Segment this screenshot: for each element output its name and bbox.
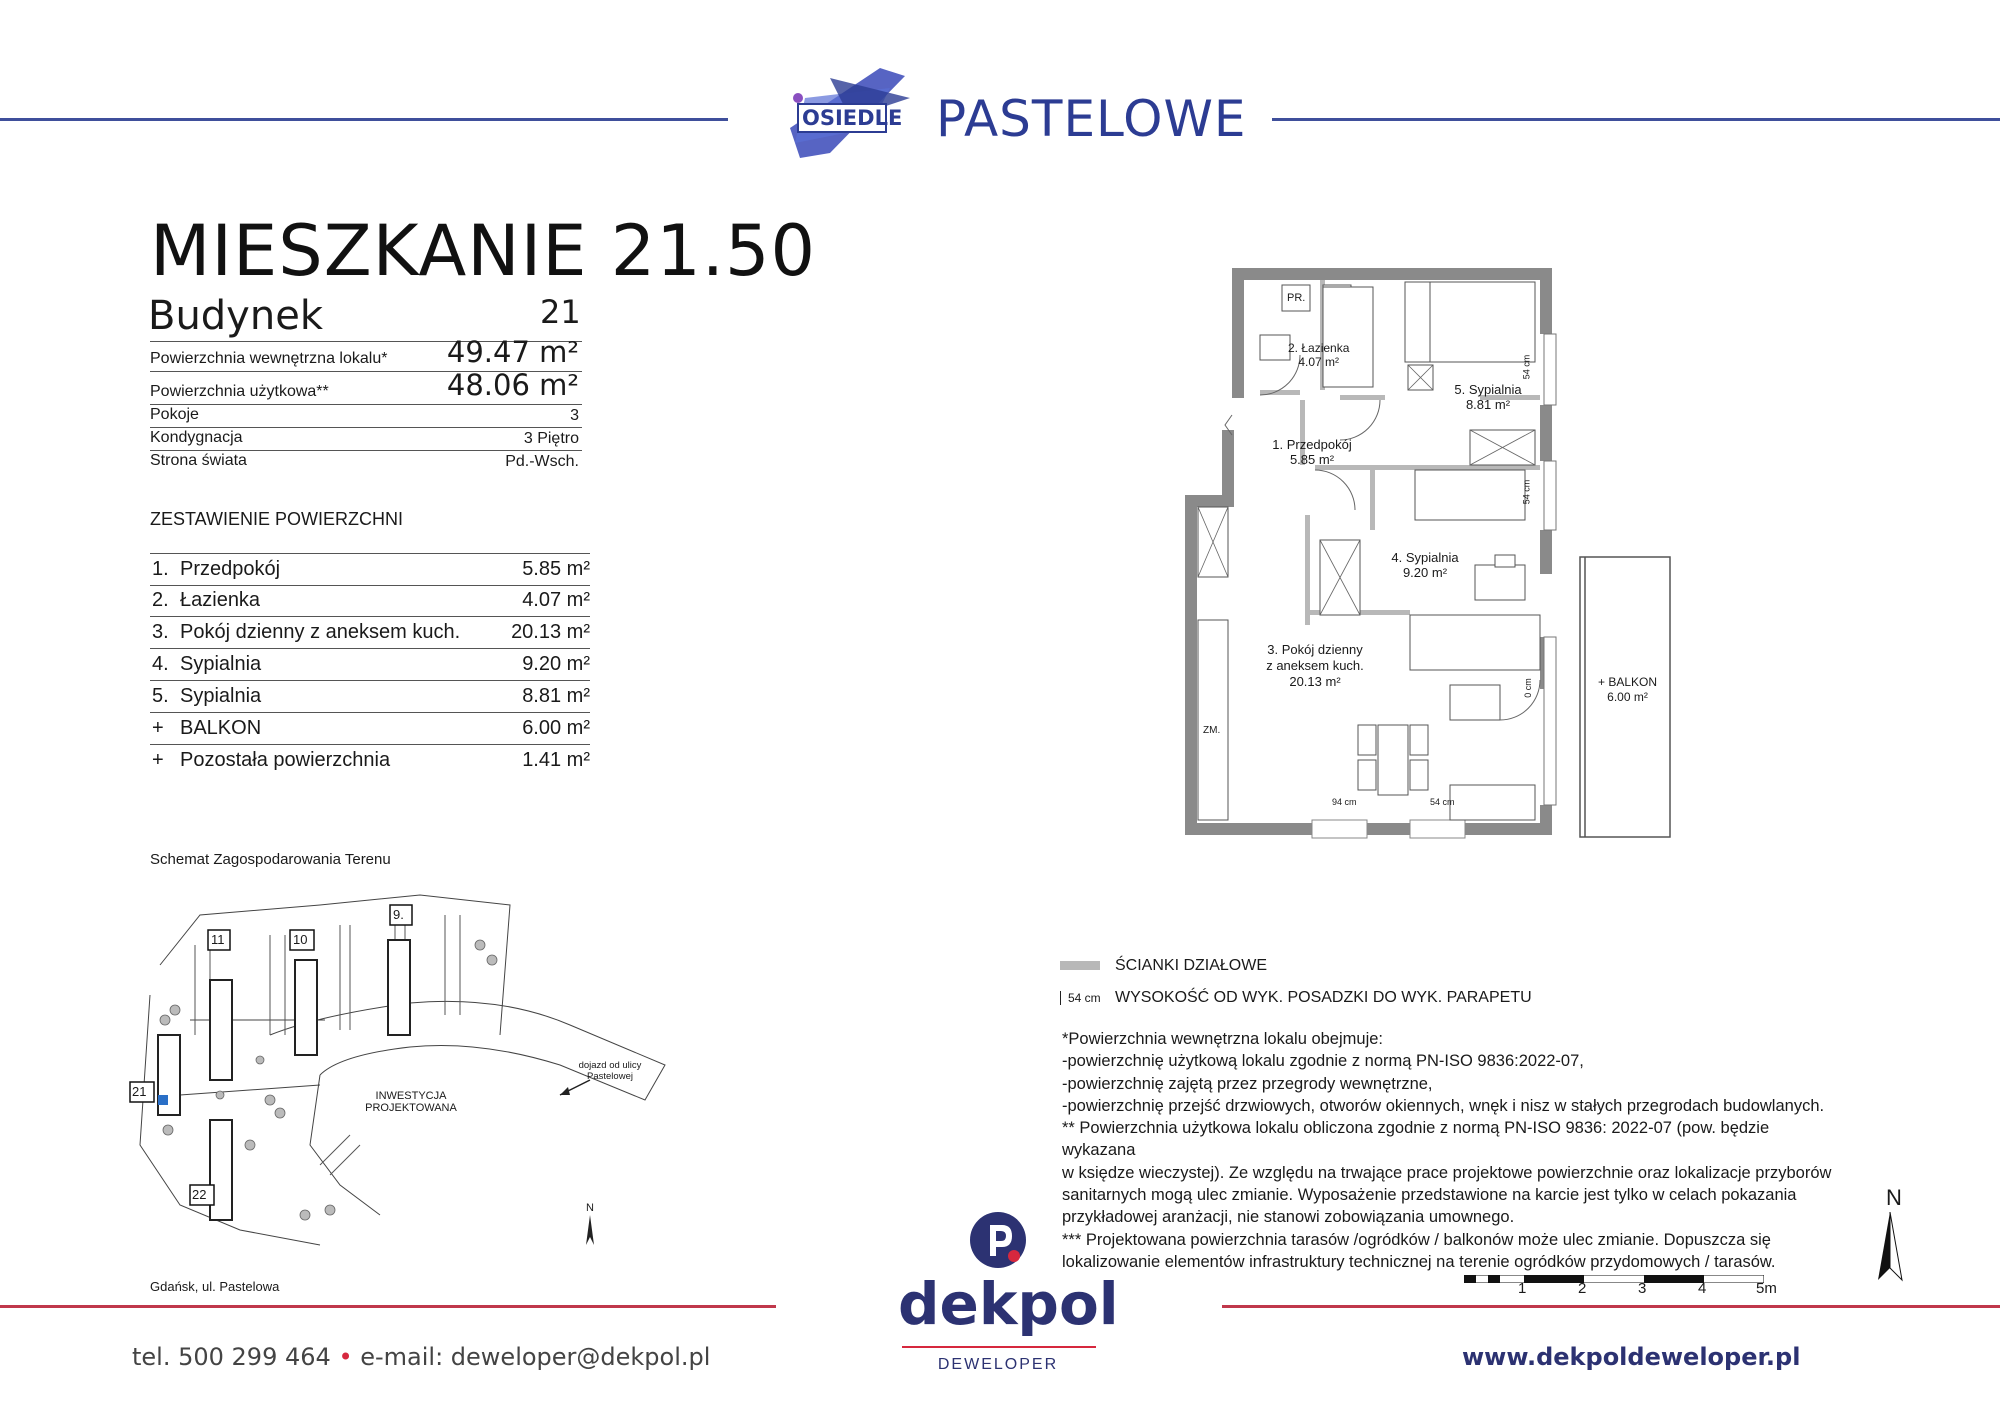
legend-walls-text: ŚCIANKI DZIAŁOWE: [1115, 957, 1268, 974]
summary-value: 9.20 m²: [522, 653, 590, 675]
property-value: Pd.-Wsch.: [505, 453, 579, 470]
summary-num: 1.: [152, 558, 169, 580]
scale-mark: 2: [1578, 1280, 1587, 1297]
notes-block: [1062, 1028, 1842, 1273]
room-name-line2: z aneksem kuch.: [1266, 658, 1364, 673]
building-label-22: 22: [192, 1187, 207, 1202]
property-value: 3: [570, 407, 579, 424]
room-label-balcony: [1585, 675, 1670, 705]
summary-heading: ZESTAWIENIE POWIERZCHNI: [150, 509, 404, 529]
room-area: 9.20 m²: [1402, 565, 1448, 580]
summary-num: 3.: [152, 621, 169, 643]
footer-contact: [132, 1343, 710, 1371]
building-label-21: 21: [132, 1084, 147, 1099]
building-label-10: 10: [293, 932, 308, 947]
investment-label: INWESTYCJA PROJEKTOWANA: [365, 1090, 457, 1114]
site-plan-title: Schemat Zagospodarowania Terenu: [150, 851, 391, 868]
header-line-left: [0, 118, 728, 121]
room-area: 20.13 m²: [1289, 674, 1341, 689]
summary-value: 1.41 m²: [522, 749, 590, 771]
summary-row: [150, 649, 590, 681]
summary-num: +: [152, 717, 164, 739]
page-title: MIESZKANIE 21.50: [150, 210, 817, 292]
property-label: Kondygnacja: [150, 429, 243, 446]
property-label: Powierzchnia użytkowa**: [150, 383, 329, 400]
sill-height-label: 54 cm: [1521, 354, 1532, 380]
summary-value: 8.81 m²: [522, 685, 590, 707]
room-area: 5.85 m²: [1289, 452, 1335, 467]
room-area: 4.07 m²: [1298, 355, 1340, 369]
property-row: [150, 368, 582, 405]
north-arrow-icon: [1875, 1212, 1905, 1282]
note-line: lokalizowanie elementów infrastruktury technicznej na terenie ogródków przydomowych / tarasów.: [1062, 1252, 1776, 1271]
scale-mark: 3: [1638, 1280, 1647, 1297]
summary-label: Sypialnia: [180, 685, 262, 707]
site-location: Gdańsk, ul. Pastelowa: [150, 1279, 280, 1294]
summary-num: 5.: [152, 685, 169, 707]
note-line: -powierzchnię użytkową lokalu zgodnie z normą PN-ISO 9836:2022-07,: [1062, 1052, 1584, 1071]
scale-mark: 4: [1698, 1280, 1707, 1297]
summary-label: BALKON: [180, 717, 262, 739]
building-label-9: 9.: [393, 907, 404, 922]
summary-row: [150, 745, 590, 776]
building-label: Budynek: [148, 293, 323, 339]
note-line: w księdze wieczystej). Ze względu na trwające prace projektowe powierzchnie oraz lokalizacje przyborów: [1062, 1163, 1832, 1182]
note-line: sanitarnych mogą ulec zmianie. Wyposażenie przedstawione na karcie jest tylko w celach pokazania: [1062, 1186, 1797, 1205]
scale-mark: 1: [1518, 1280, 1527, 1297]
summary-row: [150, 585, 590, 617]
note-line: ** Powierzchnia użytkowa lokalu obliczona zgodnie z normą PN-ISO 9836: 2022-07 (pow. będzie wykazana: [1062, 1119, 1770, 1160]
footer-website[interactable]: www.dekpoldeweloper.pl: [1462, 1343, 1801, 1371]
building-value: 21: [540, 293, 581, 331]
logo-name: PASTELOWE: [936, 90, 1247, 148]
zm-label: ZM.: [1203, 725, 1221, 736]
summary-label: Łazienka: [180, 589, 261, 611]
summary-row: [150, 681, 590, 713]
property-value: 49.47 m²: [446, 335, 579, 369]
room-label-hall: [1252, 437, 1372, 467]
summary-value: 20.13 m²: [511, 621, 590, 643]
summary-num: +: [152, 749, 164, 771]
note-line: przykładowej aranżacji, nie stanowi zobowiązania umownego.: [1062, 1208, 1515, 1227]
site-plan-map: [120, 885, 680, 1255]
summary-value: 6.00 m²: [522, 717, 590, 739]
north-arrow-label: N: [1886, 1185, 1902, 1210]
note-line: -powierzchnię przejść drzwiowych, otworów okiennych, wnęk i nisz w stałych przegrodach budowlanych.: [1062, 1096, 1825, 1115]
room-area: 6.00 m²: [1607, 690, 1648, 704]
sill-height-label: 0 cm: [1522, 678, 1533, 698]
footer-phone[interactable]: tel. 500 299 464: [132, 1343, 331, 1371]
sill-height-label: 54 cm: [1430, 797, 1455, 807]
pr-label: PR.: [1287, 292, 1306, 304]
summary-label: Sypialnia: [180, 653, 262, 675]
summary-label: Pozostała powierzchnia: [180, 749, 391, 771]
summary-row: [150, 713, 590, 745]
note-line: *Powierzchnia wewnętrzna lokalu obejmuje:: [1062, 1030, 1384, 1048]
dekpol-divider: [902, 1346, 1096, 1348]
property-row: [150, 405, 582, 428]
building-label-11: 11: [211, 932, 225, 947]
access-road-label: dojazd od ulicy Pastelowej: [578, 1060, 642, 1082]
legend-height-sample: 54 cm: [1060, 991, 1101, 1005]
room-name: + BALKON: [1597, 675, 1658, 689]
summary-row: [150, 553, 590, 586]
summary-label: Przedpokój: [180, 558, 281, 580]
room-name: 2. Łazienka: [1288, 341, 1350, 355]
footer-bullet: •: [338, 1343, 353, 1371]
floor-plan: [1180, 265, 1690, 845]
footer-line-right: [1222, 1305, 2000, 1308]
osiedle-logo: [770, 58, 920, 168]
footer-line-left: [0, 1305, 776, 1308]
legend-height-text: WYSOKOŚĆ OD WYK. POSADZKI DO WYK. PARAPETU: [1115, 989, 1532, 1006]
header-line-right: [1272, 118, 2000, 121]
room-label-bedroom4: [1375, 550, 1475, 580]
summary-row: [150, 617, 590, 649]
property-label: Strona świata: [150, 452, 247, 469]
room-area: 8.81 m²: [1465, 397, 1511, 412]
summary-num: 2.: [152, 589, 169, 611]
property-label: Pokoje: [150, 406, 199, 423]
summary-value: 5.85 m²: [522, 558, 590, 580]
summary-value: 4.07 m²: [522, 589, 590, 611]
site-north-label: N: [586, 1202, 594, 1214]
property-label: Powierzchnia wewnętrzna lokalu*: [150, 350, 388, 367]
room-label-bedroom5: [1438, 382, 1538, 412]
legend-walls-swatch: [1060, 961, 1100, 970]
sill-height-label: 54 cm: [1521, 479, 1532, 505]
dekpol-brand-sub: DEWELOPER: [937, 1356, 1059, 1373]
sill-height-label: 94 cm: [1332, 797, 1357, 807]
room-name: 5. Sypialnia: [1454, 382, 1522, 397]
property-row: [150, 428, 582, 451]
logo-badge-text: OSIEDLE: [802, 106, 903, 130]
note-line: *** Projektowana powierzchnia tarasów /ogródków / balkonów może ulec zmianie. Dopuszcza się: [1062, 1230, 1771, 1249]
room-label-living: [1250, 642, 1380, 690]
footer-email[interactable]: e-mail: deweloper@dekpol.pl: [360, 1343, 711, 1371]
property-row: [150, 451, 582, 473]
property-value: 3 Piętro: [523, 430, 579, 447]
property-value: 48.06 m²: [446, 368, 579, 402]
dekpol-logo-icon: [968, 1210, 1028, 1270]
room-label-bathroom: [1288, 341, 1349, 369]
scale-mark: 5m: [1756, 1280, 1777, 1297]
note-line: -powierzchnię zajętą przez przegrody wewnętrzne,: [1062, 1074, 1433, 1093]
summary-label: Pokój dzienny z aneksem kuch.: [180, 621, 461, 643]
summary-num: 4.: [152, 653, 169, 675]
room-name: 4. Sypialnia: [1391, 550, 1459, 565]
room-name-line1: 3. Pokój dzienny: [1267, 642, 1363, 657]
room-name: 1. Przedpokój: [1272, 437, 1352, 452]
dekpol-brand-name: dekpol: [898, 1270, 1119, 1338]
scale-bar: [1464, 1270, 1764, 1278]
